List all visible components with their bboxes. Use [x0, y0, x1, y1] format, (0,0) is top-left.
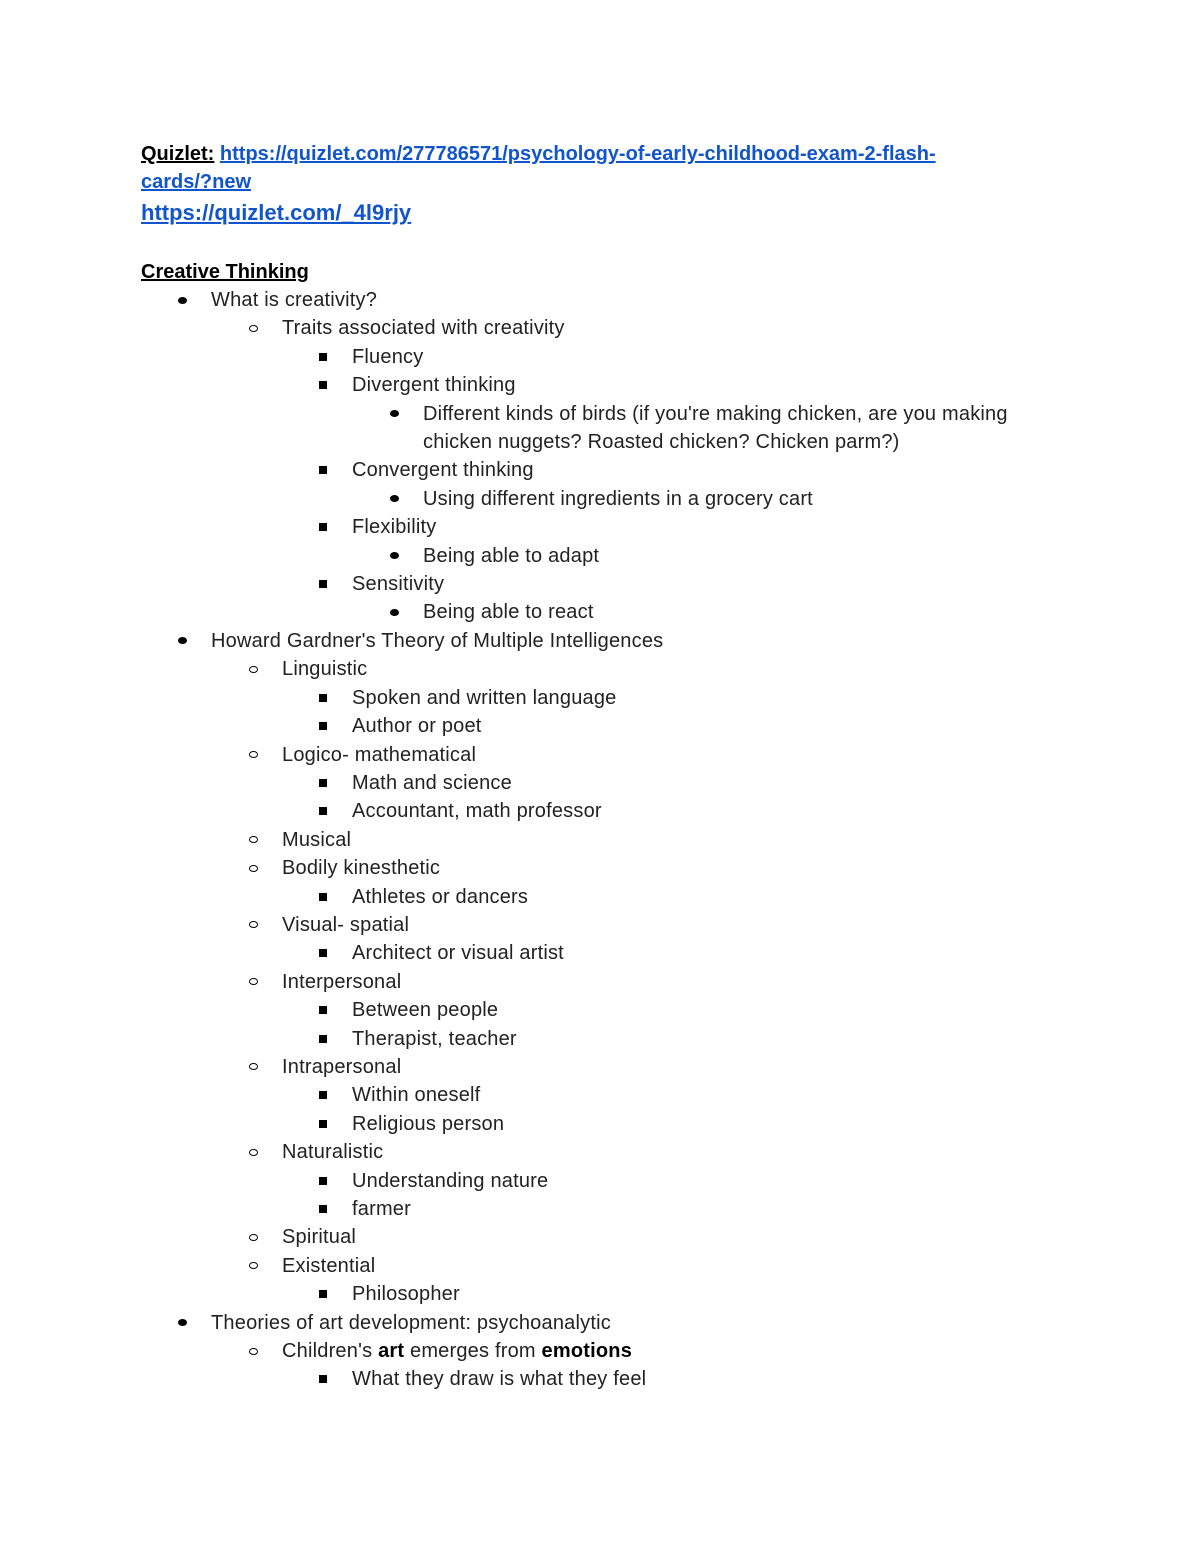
- document-page: [141, 140, 1061, 1394]
- outline-item-text: Religious person: [352, 1112, 505, 1135]
- hollow-circle-bullet-icon: [245, 1252, 261, 1280]
- outline-item-text: Athletes or dancers: [352, 885, 529, 908]
- outline-item-level-3: [141, 1280, 1061, 1308]
- square-bullet-icon: [315, 883, 331, 911]
- outline-item-level-3: [141, 1081, 1061, 1109]
- outline-item-level-3: [141, 343, 1061, 371]
- outline-item-text: Spoken and written language: [352, 686, 617, 709]
- quizlet-link-secondary[interactable]: https://quizlet.com/_4l9rjy: [141, 200, 412, 225]
- square-bullet-icon: [315, 712, 331, 740]
- outline-item-level-3: [141, 456, 1061, 484]
- outline-item-level-3: [141, 1110, 1061, 1138]
- outline-item-level-3: [141, 513, 1061, 541]
- square-bullet-icon: [315, 343, 331, 371]
- quizlet-links: [141, 140, 1061, 196]
- outline-item-text: Between people: [352, 999, 499, 1022]
- outline-item-text: farmer: [352, 1198, 411, 1220]
- filled-circle-bullet-icon: [386, 485, 402, 513]
- hollow-circle-bullet-icon: [245, 1053, 261, 1081]
- outline-item-text: Sensitivity: [352, 573, 445, 596]
- square-bullet-icon: [315, 1280, 331, 1308]
- outline-item-text: Flexibility: [352, 516, 437, 539]
- quizlet-link-secondary-row: [141, 198, 1061, 228]
- hollow-circle-bullet-icon: [245, 1138, 261, 1166]
- outline-item-level-3: [141, 883, 1061, 911]
- hollow-circle-bullet-icon: [245, 911, 261, 939]
- outline-item-text: Naturalistic: [282, 1141, 384, 1164]
- bold-term: art: [378, 1340, 405, 1363]
- outline-item-text: What they draw is what they feel: [352, 1368, 647, 1391]
- outline-item-level-4: [141, 542, 1061, 570]
- outline-item-text: Musical: [282, 828, 352, 851]
- filled-circle-bullet-icon: [386, 542, 402, 570]
- outline-item-text: Fluency: [352, 345, 424, 368]
- square-bullet-icon: [315, 513, 331, 541]
- square-bullet-icon: [315, 684, 331, 712]
- text-run: emerges from: [404, 1340, 542, 1363]
- outline-item-level-3: [141, 939, 1061, 967]
- outline-item-text: Existential: [282, 1254, 376, 1277]
- outline-item-text: Bodily kinesthetic: [282, 857, 441, 880]
- outline-item-text: Interpersonal: [282, 970, 402, 993]
- outline-item-text: Howard Gardner's Theory of Multiple Intelligences: [211, 629, 664, 652]
- outline-item-text: What is creativity?: [211, 289, 378, 311]
- outline-item-level-4: [141, 598, 1061, 626]
- hollow-circle-bullet-icon: [245, 314, 261, 342]
- outline-item-text: Therapist, teacher: [352, 1027, 517, 1050]
- outline-item-level-1: [141, 627, 1061, 655]
- outline-item-text: Linguistic: [282, 658, 368, 681]
- outline-item-text: Visual- spatial: [282, 913, 410, 936]
- hollow-circle-bullet-icon: [245, 826, 261, 854]
- quizlet-link-primary-line2: cards/?new: [141, 171, 252, 193]
- outline-item-text: Convergent thinking: [352, 459, 534, 482]
- outline-item-level-3: [141, 712, 1061, 740]
- outline-item-level-2: [141, 1053, 1061, 1081]
- filled-circle-bullet-icon: [386, 400, 402, 428]
- hollow-circle-bullet-icon: [245, 1337, 261, 1365]
- outline-item-level-2: [141, 968, 1061, 996]
- outline-item-text: Intrapersonal: [282, 1055, 402, 1078]
- square-bullet-icon: [315, 371, 331, 399]
- outline-item-level-3: [141, 797, 1061, 825]
- outline-item-level-3: [141, 684, 1061, 712]
- outline-item-level-2: [141, 911, 1061, 939]
- hollow-circle-bullet-icon: [245, 968, 261, 996]
- outline-item-text: Logico- mathematical: [282, 743, 477, 766]
- outline-item-text: Divergent thinking: [352, 374, 516, 397]
- outline-item-level-2: [141, 741, 1061, 769]
- quizlet-link-primary-line1: https://quizlet.com/277786571/psychology-of-early-childhood-exam-2-flash-: [219, 143, 936, 165]
- outline-list: [141, 286, 1061, 1394]
- outline-item-level-2: [141, 1337, 1061, 1365]
- outline-item-level-3: [141, 371, 1061, 399]
- outline-item-text: Being able to adapt: [423, 544, 600, 567]
- hollow-circle-bullet-icon: [245, 741, 261, 769]
- outline-item-text: Within oneself: [352, 1084, 481, 1107]
- outline-item-text: Theories of art development: psychoanalytic: [211, 1311, 611, 1334]
- square-bullet-icon: [315, 570, 331, 598]
- outline-item-text: Being able to react: [423, 601, 594, 624]
- outline-item-level-2: [141, 826, 1061, 854]
- filled-circle-bullet-icon: [174, 1309, 190, 1337]
- square-bullet-icon: [315, 769, 331, 797]
- outline-item-level-3: [141, 996, 1061, 1024]
- square-bullet-icon: [315, 1025, 331, 1053]
- hollow-circle-bullet-icon: [245, 655, 261, 683]
- square-bullet-icon: [315, 797, 331, 825]
- outline-item-text: [282, 1337, 1061, 1365]
- outline-item-level-3: [141, 1365, 1061, 1393]
- square-bullet-icon: [315, 1195, 331, 1223]
- square-bullet-icon: [315, 1365, 331, 1393]
- filled-circle-bullet-icon: [174, 627, 190, 655]
- outline-item-text: Architect or visual artist: [352, 942, 564, 965]
- outline-item-level-3: [141, 1167, 1061, 1195]
- outline-item-level-4: [141, 485, 1061, 513]
- outline-item-level-2: [141, 314, 1061, 342]
- outline-item-level-3: [141, 1195, 1061, 1223]
- outline-item-text: Math and science: [352, 771, 512, 794]
- hollow-circle-bullet-icon: [245, 1223, 261, 1251]
- square-bullet-icon: [315, 1081, 331, 1109]
- outline-item-text: Different kinds of birds (if you're making chicken, are you making chicken nuggets? Roasted chicken? Chicken parm?): [423, 402, 1008, 454]
- section-heading: Creative Thinking: [141, 261, 309, 283]
- filled-circle-bullet-icon: [386, 598, 402, 626]
- outline-item-text: Understanding nature: [352, 1169, 549, 1192]
- outline-item-level-1: [141, 286, 1061, 314]
- outline-item-level-2: [141, 1138, 1061, 1166]
- filled-circle-bullet-icon: [174, 286, 190, 314]
- outline-item-level-2: [141, 655, 1061, 683]
- square-bullet-icon: [315, 1167, 331, 1195]
- outline-item-level-2: [141, 1223, 1061, 1251]
- square-bullet-icon: [315, 456, 331, 484]
- outline-item-level-3: [141, 1025, 1061, 1053]
- outline-item-text: Traits associated with creativity: [282, 317, 565, 340]
- quizlet-link-primary[interactable]: [141, 143, 936, 193]
- square-bullet-icon: [315, 939, 331, 967]
- outline-item-level-1: [141, 1309, 1061, 1337]
- outline-item-level-2: [141, 1252, 1061, 1280]
- quizlet-label: Quizlet:: [141, 143, 215, 165]
- bold-term: emotions: [541, 1340, 633, 1363]
- hollow-circle-bullet-icon: [245, 854, 261, 882]
- outline-item-text: Accountant, math professor: [352, 800, 602, 823]
- outline-item-level-3: [141, 769, 1061, 797]
- outline-item-text: Spiritual: [282, 1226, 357, 1249]
- square-bullet-icon: [315, 996, 331, 1024]
- outline-item-level-4: [141, 400, 1061, 457]
- outline-item-text: Philosopher: [352, 1283, 460, 1306]
- outline-item-text: Using different ingredients in a grocery cart: [423, 487, 813, 510]
- outline-item-level-2: [141, 854, 1061, 882]
- outline-item-level-3: [141, 570, 1061, 598]
- outline-item-text: Author or poet: [352, 715, 482, 738]
- text-run: Children's: [282, 1340, 379, 1363]
- square-bullet-icon: [315, 1110, 331, 1138]
